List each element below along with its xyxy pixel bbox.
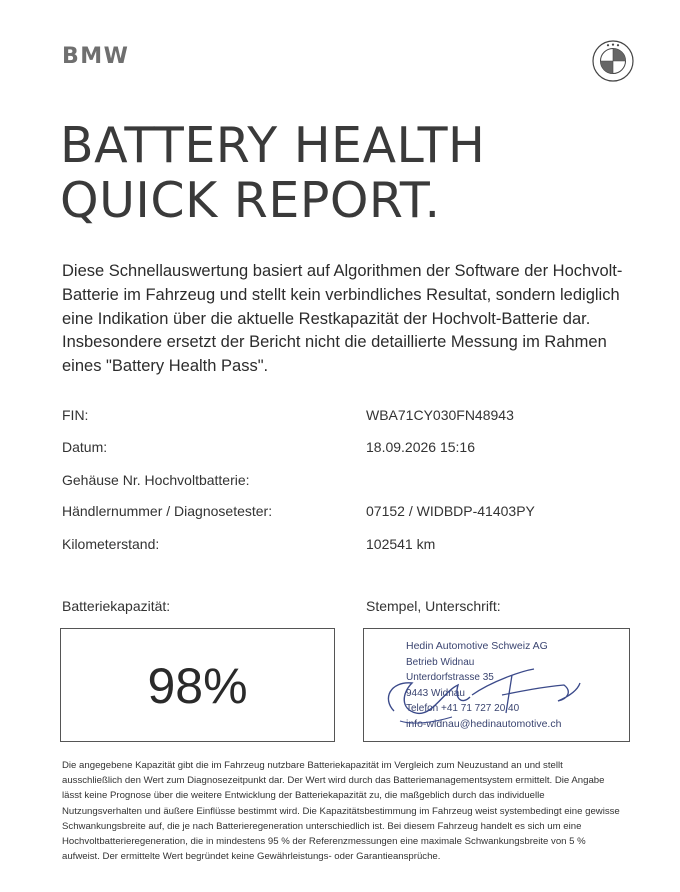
fin-label: FIN: bbox=[62, 407, 89, 423]
stamp-phone: Telefon +41 71 727 20 40 bbox=[406, 703, 520, 714]
stamp-box bbox=[363, 628, 630, 742]
title-line-2: QUICK REPORT. bbox=[60, 172, 441, 229]
report-title bbox=[60, 118, 485, 228]
disclaimer-footnote: Die angegebene Kapazität gibt die im Fahrzeug nutzbare Batteriekapazität im Vergleich zum Neuzustand an und stellt ausschließlich den Wert zum Diagnosezeitpunkt dar. Der Wert wird durch das Batteriemanagementsystem ermittelt. Die Angabe lässt keine Prognose über die weitere Entwicklung der Batteriekapazität zu, die maßgeblich durch das individuelle Nutzungsverhalten und äußere Einflüsse bestimmt wird. Die Kapazitätsbestimmung im Fahrzeug weist systembedingt eine gewisse Schwankungsbreite auf, die je nach Batterieregeneration unterschiedlich ist. Bei diesem Fahrzeug handelt es sich um eine Hochvoltbatterieregeneration, die in mindestens 95 % der Referenzmessungen eine maximale Schwankungsbreite von 5 % aufweist. Der ermittelte Wert begründet keine Gewährleistungs- oder Garantieansprüche. bbox=[62, 760, 620, 863]
stamp-city: 9443 Widnau bbox=[406, 687, 465, 699]
datum-value: 18.09.2026 15:16 bbox=[366, 439, 475, 455]
km-label: Kilometerstand: bbox=[62, 536, 160, 552]
capacity-box bbox=[60, 628, 335, 742]
capacity-label: Batteriekapazität: bbox=[62, 598, 171, 614]
stamp-branch: Betrieb Widnau bbox=[406, 656, 475, 668]
km-value: 102541 km bbox=[366, 536, 436, 552]
stamp-street: Unterdorfstrasse 35 bbox=[406, 672, 494, 683]
capacity-value: 98% bbox=[147, 658, 248, 714]
haendler-label: Händlernummer / Diagnosetester: bbox=[62, 503, 273, 519]
brand-wordmark: BMW bbox=[62, 44, 130, 69]
title-line-1: BATTERY HEALTH bbox=[60, 117, 486, 174]
signature-icon bbox=[372, 651, 582, 731]
stamp-label: Stempel, Unterschrift: bbox=[366, 598, 501, 614]
stamp-company: Hedin Automotive Schweiz AG bbox=[406, 640, 548, 652]
intro-paragraph: Diese Schnellauswertung basiert auf Algorithmen der Software der Hochvolt-Batterie im Fahrzeug und stellt kein verbindliches Resultat, sondern lediglich eine Indikation über die aktuelle Restkapazität der Hochvolt-Batterie dar. Insbesondere ersetzt der Bericht nicht die detaillierte Messung im Rahmen eines "Battery Health Pass". bbox=[62, 262, 623, 376]
haendler-value: 07152 / WIDBDP-41403PY bbox=[366, 503, 535, 519]
fin-value: WBA71CY030FN48943 bbox=[366, 407, 514, 423]
datum-label: Datum: bbox=[62, 439, 108, 455]
bmw-logo-icon bbox=[592, 40, 634, 82]
gehaeuse-label: Gehäuse Nr. Hochvoltbatterie: bbox=[62, 472, 250, 488]
stamp-email: info-widnau@hedinautomotive.ch bbox=[406, 717, 562, 730]
